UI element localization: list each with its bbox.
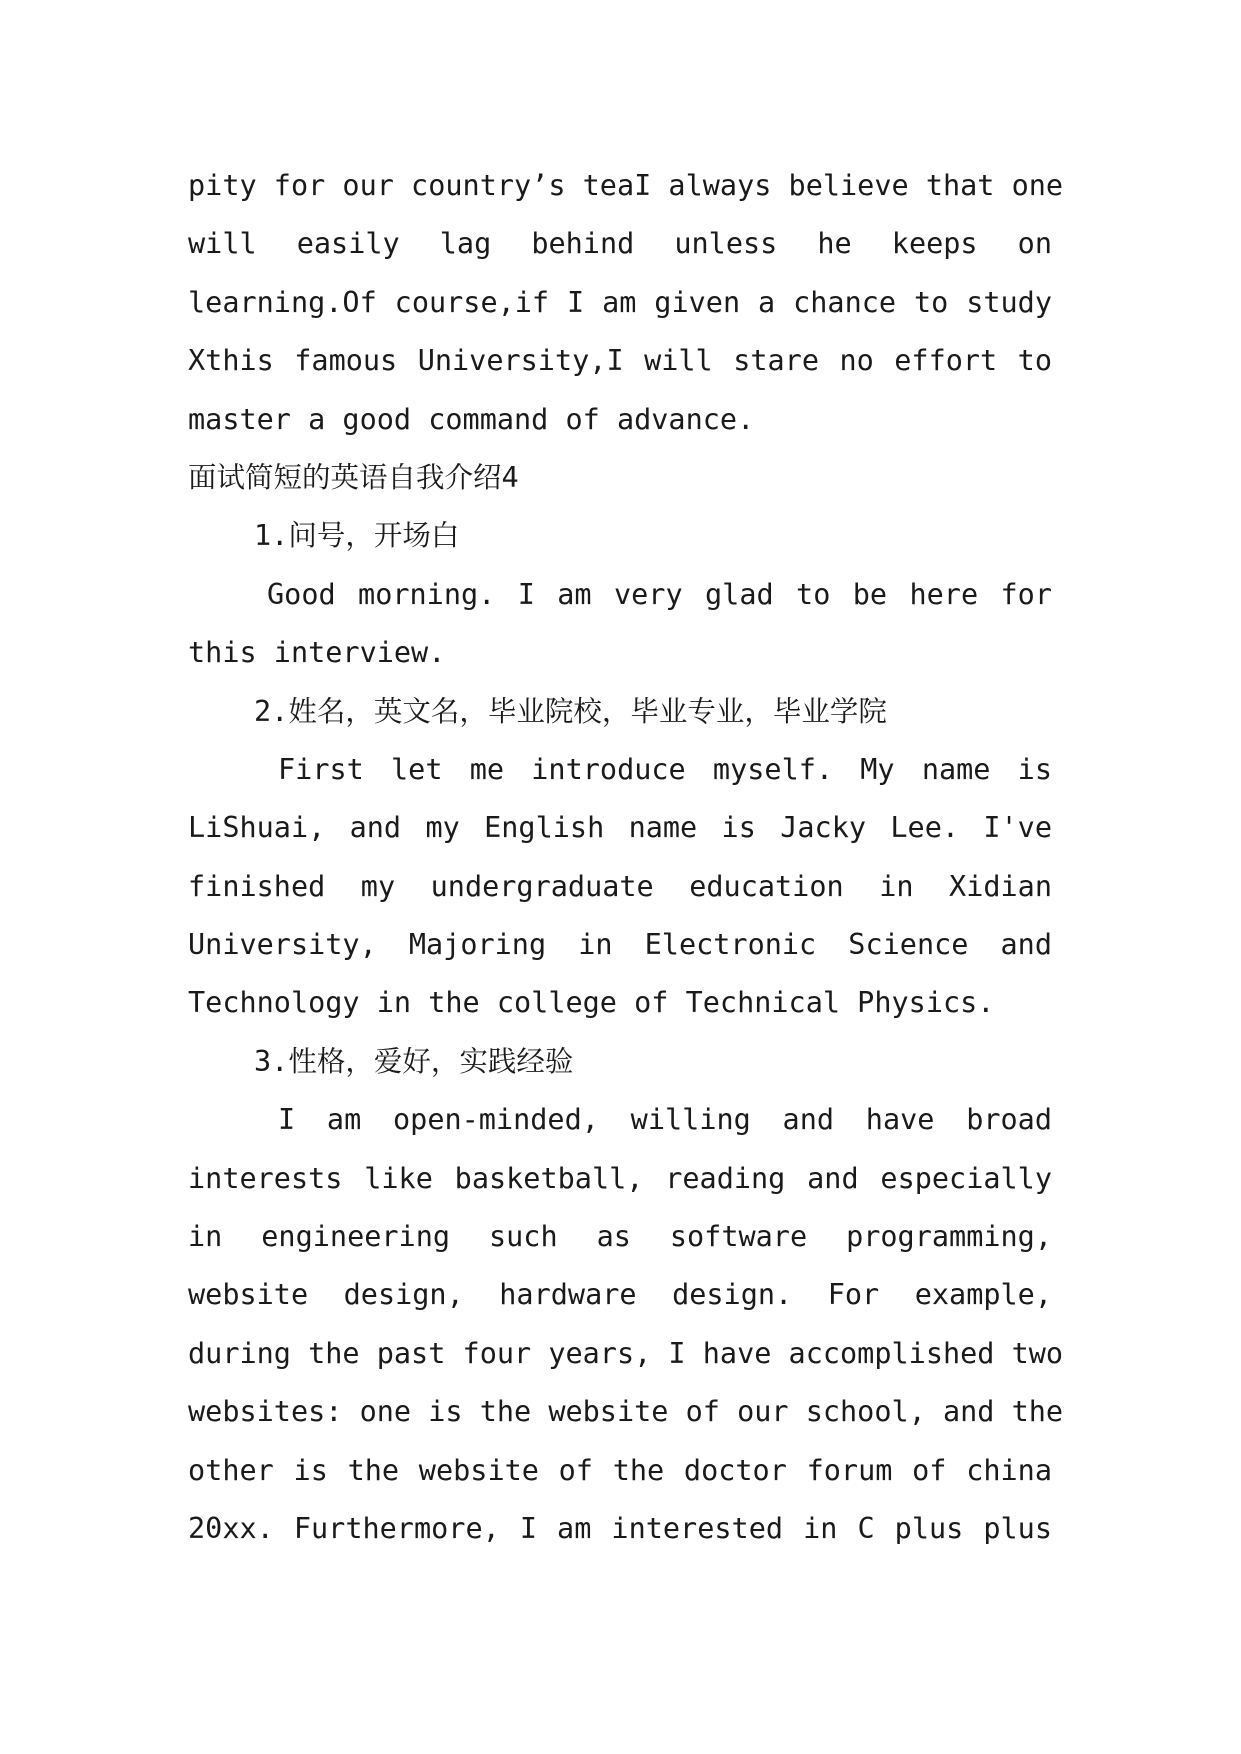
section-heading: 面试简短的英语自我介绍4	[188, 460, 519, 494]
text-line: finished my undergraduate education in Xidian	[188, 869, 1052, 903]
text-line: during the past four years, I have accomplished two	[188, 1336, 1064, 1370]
text-line: interests like basketball, reading and especially	[188, 1161, 1052, 1195]
text-line: Good morning. I am very glad to be here for	[267, 577, 1052, 611]
item-heading: 3.性格，爱好，实践经验	[254, 1044, 574, 1078]
text-line: in engineering such as software programming,	[188, 1220, 1052, 1254]
text-line: 20xx. Furthermore, I am interested in C plus plus	[188, 1511, 1052, 1545]
text-line: LiShuai, and my English name is Jacky Lee. I've	[188, 811, 1052, 845]
text-line: learning.Of course,if I am given a chance to study	[188, 285, 1052, 319]
text-line: will easily lag behind unless he keeps on	[188, 227, 1052, 261]
text-line: Technology in the college of Technical Physics.	[188, 986, 995, 1020]
text-line: University, Majoring in Electronic Science and	[188, 928, 1052, 962]
text-line: this interview.	[188, 636, 446, 670]
item-heading: 2.姓名，英文名，毕业院校，毕业专业，毕业学院	[254, 694, 887, 728]
item-heading: 1.问号，开场白	[254, 519, 460, 553]
text-line: First let me introduce myself. My name is	[278, 752, 1052, 786]
text-line: I am open-minded, willing and have broad	[278, 1103, 1052, 1137]
text-line: websites: one is the website of our school, and the	[188, 1395, 1064, 1429]
text-line: website design, hardware design. For example,	[188, 1278, 1052, 1312]
text-line: pity for our country’s teaI always believe that one	[188, 169, 1064, 202]
text-line: other is the website of the doctor forum of china	[188, 1453, 1052, 1487]
text-line: Xthis famous University,I will stare no effort to	[188, 344, 1052, 378]
text-line: master a good command of advance.	[188, 402, 755, 436]
document-page	[188, 157, 1064, 1558]
